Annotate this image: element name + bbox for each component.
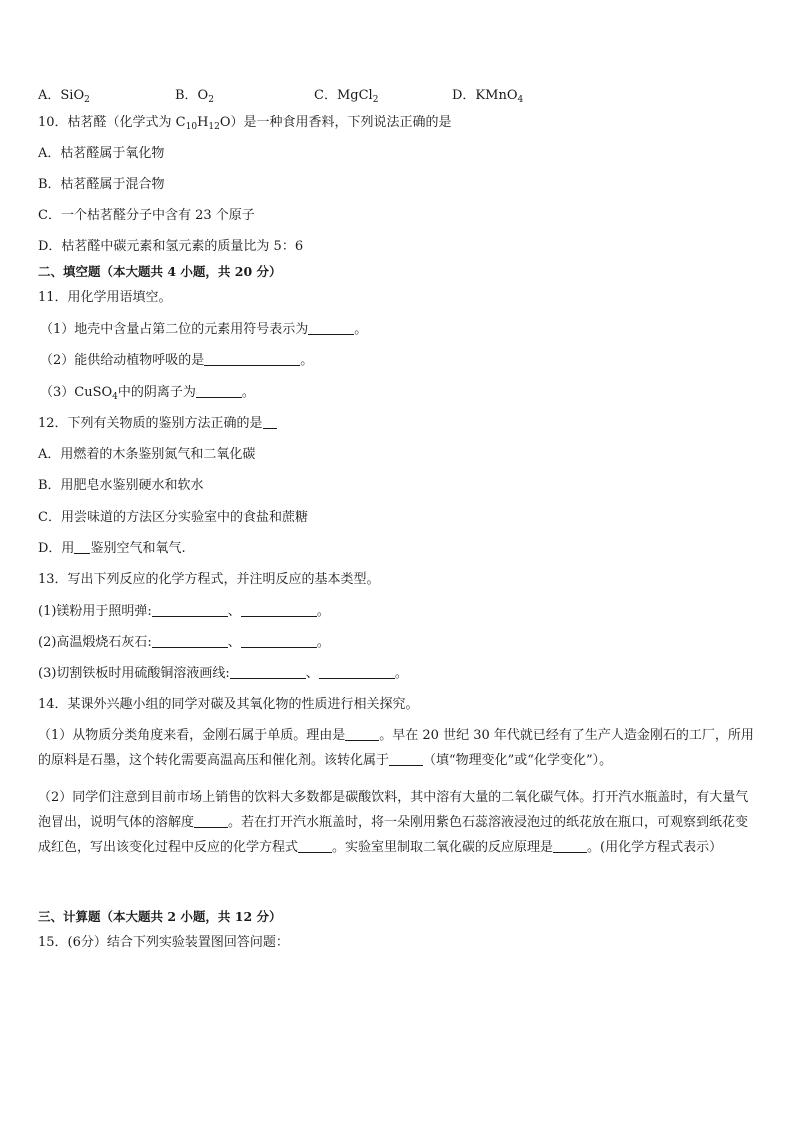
q12-option-c: C．用尝味道的方法区分实验室中的食盐和蔗糖 (38, 510, 308, 525)
q12-stem: 12．下列有关物质的鉴别方法正确的是 (38, 416, 277, 432)
q11-item-3: （3）CuSO$_4$中的阴离子为 。 (40, 385, 255, 402)
q12-option-d: D．用 鉴别空气和氧气. (38, 541, 186, 556)
q11-item-1: （1）地壳中含量占第二位的元素用符号表示为 。 (40, 322, 368, 337)
q15-stem: 15．(6分）结合下列实验装置图回答问题： (38, 935, 289, 950)
answer-blank[interactable] (389, 753, 423, 766)
answer-blank[interactable] (74, 541, 90, 554)
q13-item-2: (2)高温煅烧石灰石: 、 。 (38, 635, 330, 650)
q10-stem: 10．枯茗醛（化学式为 $C_{10}H_{12}O$）是一种食用香料，下列说法正确的是 (38, 115, 452, 132)
q9-option-b: B．$O_2$ (175, 88, 214, 105)
answer-blank[interactable] (230, 666, 306, 679)
q9-option-d: D．KMnO$_4$ (452, 88, 524, 105)
q10-option-b: B．枯茗醛属于混合物 (38, 177, 165, 192)
q14-part-2: （2）同学们注意到目前市场上销售的饮料大多数都是碳酸饮料，其中溶有大量的二氧化碳气体。打开汽水瓶盖时，有大量气泡冒出，说明气体的溶解度 。若在打开汽水瓶盖时，将一朵刚用紫色石蕊溶液浸泡过的纸花放在瓶口，可观察到纸花变成红色，写出该变化过程中反应的化学方程式 。实验室里制取二氧化碳的反应原理是 。(用化学方程式表示） (38, 790, 749, 855)
answer-blank[interactable] (553, 840, 587, 853)
q12-option-a: A．用燃着的木条鉴别氮气和二氧化碳 (38, 447, 256, 462)
answer-blank[interactable] (319, 666, 395, 679)
q13-item-1: (1)镁粉用于照明弹: 、 。 (38, 604, 330, 619)
answer-blank[interactable] (241, 635, 317, 648)
q11-item-2: （2）能供给动植物呼吸的是 。 (40, 353, 314, 368)
answer-blank[interactable] (263, 416, 277, 429)
answer-blank[interactable] (241, 604, 317, 617)
answer-blank[interactable] (298, 840, 332, 853)
answer-blank[interactable] (196, 385, 242, 398)
answer-blank[interactable] (194, 815, 228, 828)
section2-heading: 二、填空题（本大题共 4 小题，共 20 分） (38, 264, 282, 279)
q13-stem: 13．写出下列反应的化学方程式，并注明反应的基本类型。 (38, 572, 380, 587)
q11-stem: 11．用化学用语填空。 (38, 290, 172, 305)
q10-option-c: C．一个枯茗醛分子中含有 23 个原子 (38, 208, 255, 223)
answer-blank[interactable] (152, 604, 228, 617)
section3-heading: 三、计算题（本大题共 2 小题，共 12 分） (38, 909, 282, 924)
q12-option-b: B．用肥皂水鉴别硬水和软水 (38, 478, 204, 493)
q9-option-a: A．SiO$_2$ (38, 88, 90, 105)
q10-option-a: A．枯茗醛属于氧化物 (38, 146, 165, 161)
q14-stem: 14．某课外兴趣小组的同学对碳及其氧化物的性质进行相关探究。 (38, 697, 419, 712)
q9-option-c: C．MgCl$_2$ (314, 88, 379, 105)
q13-item-3: (3)切割铁板时用硫酸铜溶液画线: 、 。 (38, 666, 408, 681)
answer-blank[interactable] (204, 353, 300, 366)
answer-blank[interactable] (152, 635, 228, 648)
answer-blank[interactable] (345, 728, 379, 741)
q14-part-1: （1）从物质分类角度来看，金刚石属于单质。理由是 。早在 20 世纪 30 年代就已经有了生产人造金刚石的工厂，所用的原料是石墨，这个转化需要高温高压和催化剂。该转化属于 （填“物理变化”或“化学变化”）。 (38, 728, 754, 768)
answer-blank[interactable] (308, 322, 354, 335)
q10-option-d: D．枯茗醛中碳元素和氢元素的质量比为 5：6 (38, 239, 304, 254)
